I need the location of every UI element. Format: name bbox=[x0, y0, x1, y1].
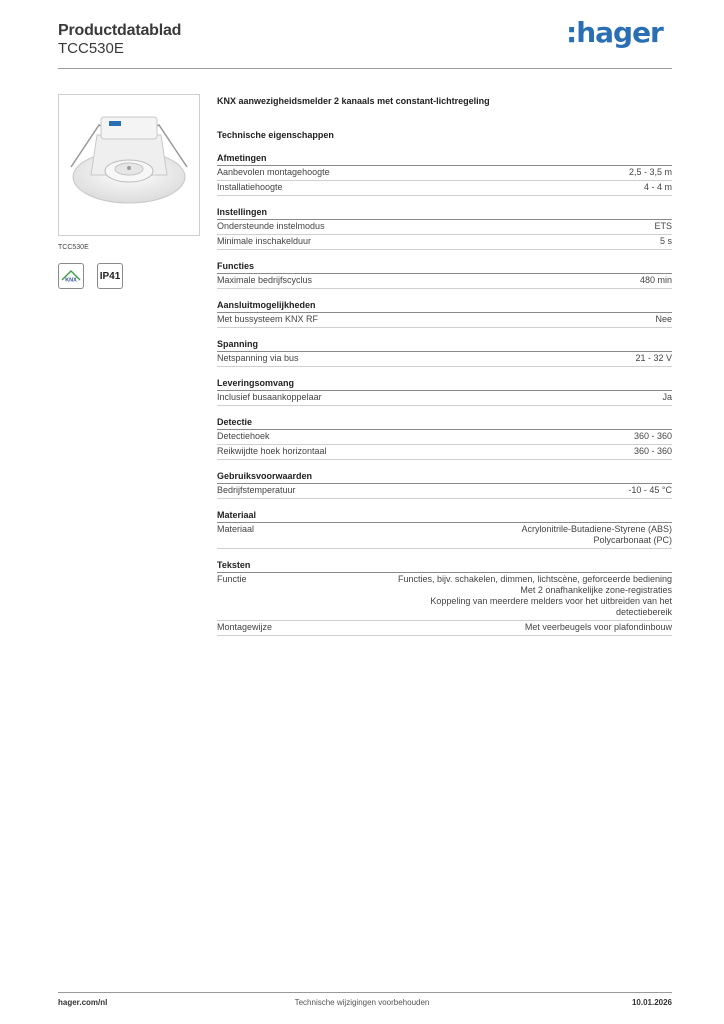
spec-group-title: Instellingen bbox=[217, 206, 672, 220]
knx-logo-icon bbox=[61, 269, 81, 283]
spec-row bbox=[217, 181, 672, 196]
spec-group bbox=[217, 509, 672, 549]
spec-value bbox=[640, 275, 672, 286]
spec-group bbox=[217, 559, 672, 636]
spec-value bbox=[644, 182, 672, 193]
spec-group-title: Leveringsomvang bbox=[217, 377, 672, 391]
spec-group-title: Materiaal bbox=[217, 509, 672, 523]
spec-value-line: 360 - 360 bbox=[633, 446, 672, 456]
spec-label: Functie bbox=[217, 574, 247, 584]
spec-value bbox=[398, 574, 672, 618]
product-code: TCC530E bbox=[58, 40, 124, 57]
spec-value bbox=[525, 622, 672, 633]
spec-value bbox=[521, 524, 672, 546]
spec-value-line: Acrylonitrile-Butadiene-Styrene (ABS) bbox=[521, 524, 672, 534]
spec-row bbox=[217, 484, 672, 499]
spec-value bbox=[635, 353, 672, 364]
spec-value-line: Ja bbox=[662, 392, 672, 402]
spec-value bbox=[634, 431, 672, 442]
spec-value-line: detectiebereik bbox=[615, 607, 672, 617]
spec-value-line: Polycarbonaat (PC) bbox=[593, 535, 672, 545]
knx-badge bbox=[58, 263, 84, 289]
spec-value-line: 5 s bbox=[659, 236, 672, 246]
spec-group bbox=[217, 470, 672, 499]
spec-row bbox=[217, 220, 672, 235]
spec-label: Materiaal bbox=[217, 524, 255, 534]
knx-logo-text: KNX bbox=[65, 277, 77, 283]
spec-group-title: Aansluitmogelijkheden bbox=[217, 299, 672, 313]
spec-row bbox=[217, 523, 672, 549]
spec-value bbox=[662, 392, 672, 403]
spec-label: Maximale bedrijfscyclus bbox=[217, 275, 313, 285]
spec-value-line: 2,5 - 3,5 m bbox=[628, 167, 672, 177]
spec-label: Minimale inschakelduur bbox=[217, 236, 312, 246]
spec-value-line: 21 - 32 V bbox=[635, 353, 672, 363]
spec-value-line: Met 2 onafhankelijke zone-registraties bbox=[520, 585, 672, 595]
spec-value-line: Functies, bijv. schakelen, dimmen, lichtscène, geforceerde bediening bbox=[398, 574, 672, 584]
spec-group-title: Spanning bbox=[217, 338, 672, 352]
document-title: KNX aanwezigheidsmelder 2 kanaals met constant-lichtregeling bbox=[217, 96, 490, 106]
spec-group bbox=[217, 260, 672, 289]
spec-row bbox=[217, 391, 672, 406]
spec-value bbox=[628, 485, 672, 496]
spec-label: Bedrijfstemperatuur bbox=[217, 485, 296, 495]
spec-label: Reikwijdte hoek horizontaal bbox=[217, 446, 327, 456]
footer-disclaimer: Technische wijzigingen voorbehouden bbox=[294, 998, 430, 1007]
spec-value-line: 360 - 360 bbox=[633, 431, 672, 441]
spec-group bbox=[217, 152, 672, 196]
spec-value-line: -10 - 45 °C bbox=[628, 485, 672, 495]
spec-label: Installatiehoogte bbox=[217, 182, 283, 192]
presence-detector-image bbox=[59, 95, 199, 235]
spec-value-line: Met veerbeugels voor plafondinbouw bbox=[524, 622, 672, 632]
spec-row bbox=[217, 313, 672, 328]
spec-value-line: ETS bbox=[654, 221, 672, 231]
spec-group-title: Teksten bbox=[217, 559, 672, 573]
spec-row bbox=[217, 166, 672, 181]
spec-group-title: Functies bbox=[217, 260, 672, 274]
spec-label: Detectiehoek bbox=[217, 431, 270, 441]
spec-row bbox=[217, 235, 672, 250]
spec-content bbox=[217, 94, 672, 636]
spec-row bbox=[217, 621, 672, 636]
spec-group bbox=[217, 299, 672, 328]
spec-group-title: Gebruiksvoorwaarden bbox=[217, 470, 672, 484]
header-divider bbox=[58, 68, 672, 69]
spec-groups bbox=[217, 152, 672, 636]
spec-label: Netspanning via bus bbox=[217, 353, 299, 363]
spec-group bbox=[217, 377, 672, 406]
footer-divider bbox=[58, 992, 672, 993]
spec-row bbox=[217, 573, 672, 621]
spec-value bbox=[634, 446, 672, 457]
product-image bbox=[58, 94, 200, 236]
spec-value bbox=[660, 236, 672, 247]
spec-row bbox=[217, 445, 672, 460]
spec-value-line: 4 - 4 m bbox=[643, 182, 672, 192]
spec-group bbox=[217, 416, 672, 460]
page-title: Productdatablad bbox=[58, 22, 182, 39]
spec-row bbox=[217, 352, 672, 367]
spec-group bbox=[217, 338, 672, 367]
spec-label: Met bussysteem KNX RF bbox=[217, 314, 319, 324]
hager-logo: :hager bbox=[566, 16, 663, 49]
spec-label: Ondersteunde instelmodus bbox=[217, 221, 325, 231]
spec-row bbox=[217, 274, 672, 289]
ip-rating-badge: IP41 bbox=[97, 263, 123, 289]
image-caption: TCC530E bbox=[58, 244, 89, 251]
footer-website[interactable]: hager.com/nl bbox=[58, 998, 108, 1007]
spec-value bbox=[629, 167, 672, 178]
spec-label: Inclusief busaankoppelaar bbox=[217, 392, 322, 402]
spec-value-line: Koppeling van meerdere melders voor het uitbreiden van het bbox=[430, 596, 672, 606]
spec-label: Montagewijze bbox=[217, 622, 273, 632]
spec-value bbox=[654, 221, 672, 232]
spec-label: Aanbevolen montagehoogte bbox=[217, 167, 330, 177]
footer-date: 10.01.2026 bbox=[631, 998, 672, 1007]
spec-group-title: Afmetingen bbox=[217, 152, 672, 166]
spec-value bbox=[655, 314, 672, 325]
spec-row bbox=[217, 430, 672, 445]
spec-value-line: 480 min bbox=[639, 275, 672, 285]
spec-group bbox=[217, 206, 672, 250]
section-label: Technische eigenschappen bbox=[217, 130, 334, 140]
spec-value-line: Nee bbox=[655, 314, 672, 324]
spec-group-title: Detectie bbox=[217, 416, 672, 430]
